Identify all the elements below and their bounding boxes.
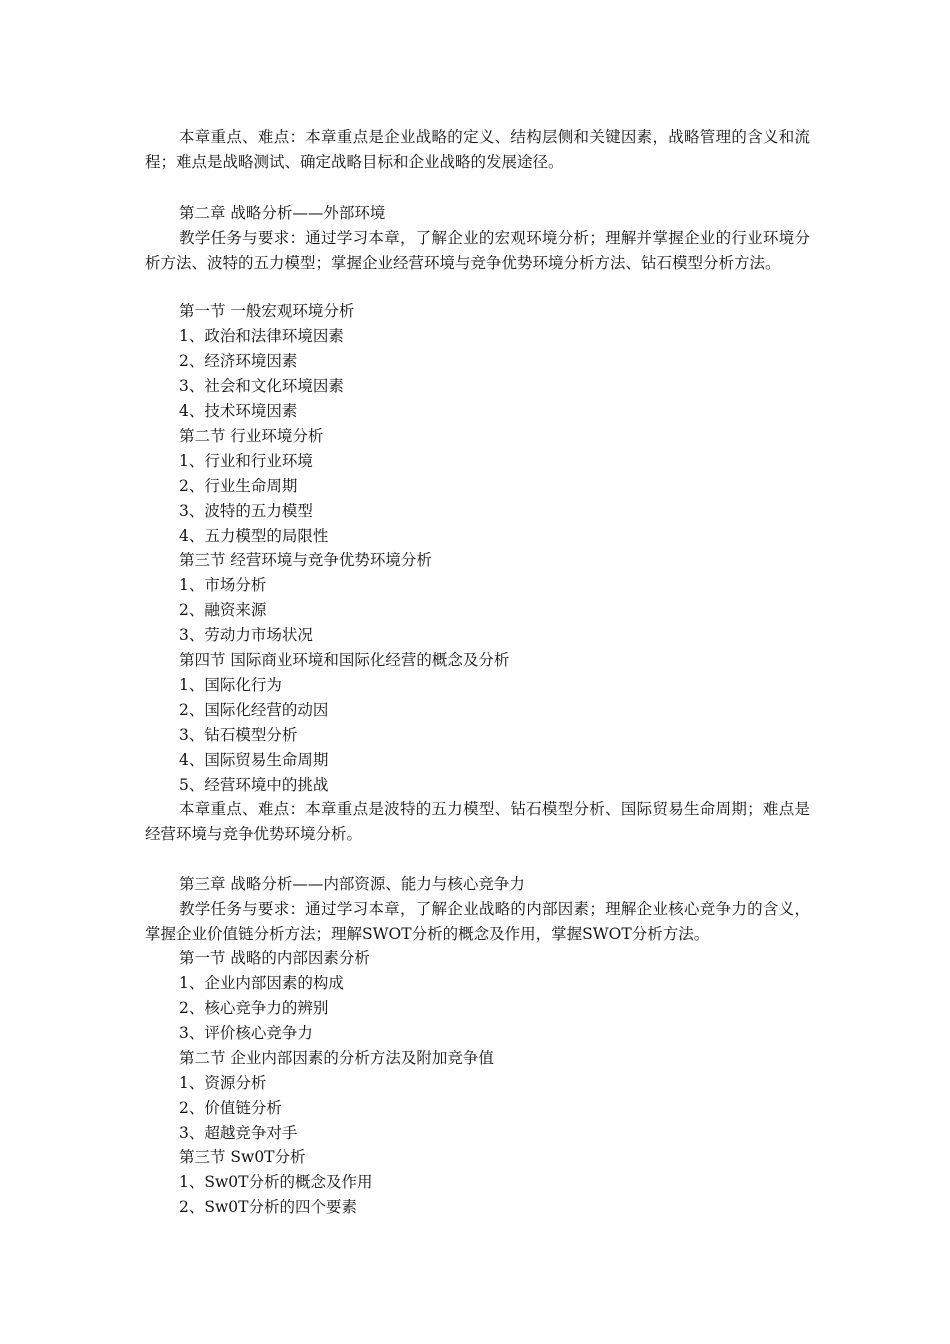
section-heading: 第三节 经营环境与竞争优势环境分析 bbox=[179, 551, 432, 569]
list-item: 5、经营环境中的挑战 bbox=[179, 776, 329, 794]
list-item: 2、Sw0T分析的四个要素 bbox=[179, 1198, 357, 1216]
list-item: 3、钻石模型分析 bbox=[179, 726, 298, 744]
list-item: 4、五力模型的局限性 bbox=[179, 527, 329, 545]
list-item: 4、国际贸易生命周期 bbox=[179, 751, 329, 769]
list-item: 4、技术环境因素 bbox=[179, 402, 298, 420]
list-item: 2、国际化经营的动因 bbox=[179, 701, 329, 719]
list-item: 3、社会和文化环境因素 bbox=[179, 377, 344, 395]
list-item: 2、融资来源 bbox=[179, 601, 267, 619]
list-item: 2、价值链分析 bbox=[179, 1099, 282, 1117]
list-item: 1、国际化行为 bbox=[179, 676, 282, 694]
section-heading: 第一节 战略的内部因素分析 bbox=[179, 949, 370, 967]
list-item: 2、经济环境因素 bbox=[179, 352, 298, 370]
section-heading: 第三节 Sw0T分析 bbox=[179, 1148, 306, 1166]
list-item: 2、行业生命周期 bbox=[179, 477, 298, 495]
list-item: 1、Sw0T分析的概念及作用 bbox=[179, 1173, 373, 1191]
chapter2-requirements: 教学任务与要求：通过学习本章，了解企业的宏观环境分析；理解并掌握企业的行业环境分析方法、波特的五力模型；掌握企业经营环境与竞争优势环境分析方法、钻石模型分析方法。 bbox=[145, 229, 810, 272]
section-heading: 第二节 行业环境分析 bbox=[179, 427, 324, 445]
list-item: 1、行业和行业环境 bbox=[179, 452, 313, 470]
list-item: 3、评价核心竞争力 bbox=[179, 1024, 313, 1042]
chapter1-summary: 本章重点、难点：本章重点是企业战略的定义、结构层侧和关键因素，战略管理的含义和流程；难点是战略测试、确定战略目标和企业战略的发展途径。 bbox=[145, 128, 810, 171]
section-heading: 第四节 国际商业环境和国际化经营的概念及分析 bbox=[179, 651, 510, 669]
chapter3-title: 第三章 战略分析——内部资源、能力与核心竞争力 bbox=[179, 875, 525, 893]
list-item: 2、核心竞争力的辨别 bbox=[179, 999, 329, 1017]
section-heading: 第一节 一般宏观环境分析 bbox=[179, 302, 355, 320]
chapter3-requirements: 教学任务与要求：通过学习本章，了解企业战略的内部因素；理解企业核心竞争力的含义，掌握企业价值链分析方法；理解SWOT分析的概念及作用，掌握SWOT分析方法。 bbox=[145, 900, 810, 943]
list-item: 3、波特的五力模型 bbox=[179, 502, 313, 520]
list-item: 1、企业内部因素的构成 bbox=[179, 974, 344, 992]
list-item: 3、劳动力市场状况 bbox=[179, 626, 313, 644]
chapter2-title: 第二章 战略分析——外部环境 bbox=[179, 204, 386, 222]
list-item: 3、超越竞争对手 bbox=[179, 1124, 298, 1142]
list-item: 1、市场分析 bbox=[179, 576, 267, 594]
list-item: 1、政治和法律环境因素 bbox=[179, 327, 344, 345]
section-heading: 第二节 企业内部因素的分析方法及附加竞争值 bbox=[179, 1049, 494, 1067]
list-item: 1、资源分析 bbox=[179, 1074, 267, 1092]
chapter2-summary: 本章重点、难点：本章重点是波特的五力模型、钻石模型分析、国际贸易生命周期；难点是经营环境与竞争优势环境分析。 bbox=[145, 800, 810, 843]
